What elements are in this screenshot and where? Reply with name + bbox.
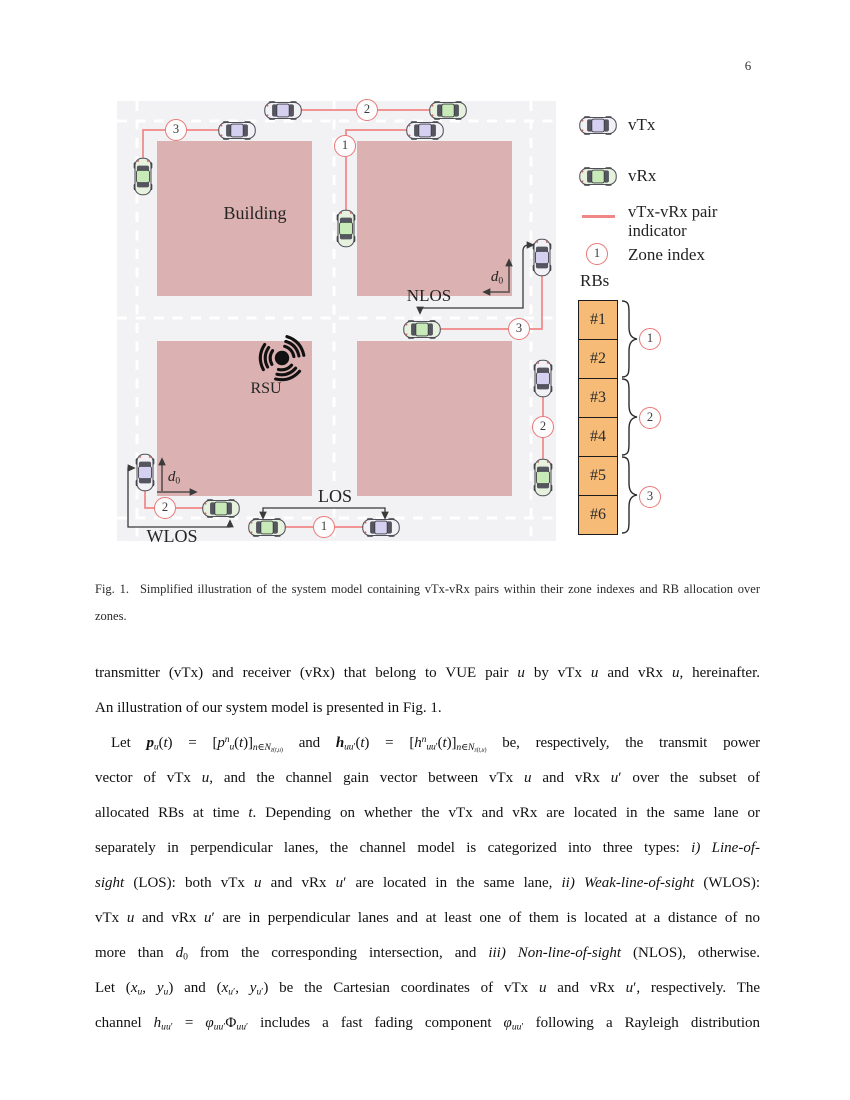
rb-box: #1 bbox=[578, 300, 618, 340]
body-line: Let ($x_u$, $y_u$) and ($x_{u'}$, $y_{u'}$) be the Cartesian coordinates of vTx u and vRx u′, respectively. The bbox=[95, 980, 760, 998]
wlos-label: WLOS bbox=[146, 526, 198, 546]
vtx-car bbox=[136, 454, 155, 492]
body-line: Let $p_u(t) = [p^n_u(t)]_{n\in N_{z(t,u)}}$ and $h_{uu'}(t) = [h^n_{uu'}(t)]_{n\in N_{z(t,u)}}$ be, respectively, the transmit power bbox=[111, 734, 760, 754]
body-line: vector of vTx u, and the channel gain vector between vTx u and vRx u′ over the subset of bbox=[95, 770, 760, 786]
rsu-label: RSU bbox=[250, 380, 282, 397]
legend-pair-line-icon bbox=[582, 215, 615, 218]
vrx-car bbox=[403, 320, 441, 339]
vtx-car bbox=[362, 518, 400, 537]
rb-group-zone-circle: 2 bbox=[639, 407, 661, 429]
body-line: allocated RBs at time t. Depending on whether the vTx and vRx are located in the same lane or bbox=[95, 805, 760, 821]
zone-index-circle: 1 bbox=[334, 135, 356, 157]
body-line: channel $h_{uu'} = \varphi_{uu'}\Phi_{uu'}$ includes a fast fading component $\varphi_{uu'}$ following a Rayleigh distribution bbox=[95, 1015, 760, 1033]
rb-box: #5 bbox=[578, 456, 618, 496]
body-line: separately in perpendicular lanes, the channel model is categorized into three types: i) Line-of- bbox=[95, 840, 760, 856]
rb-group-zone-circle: 1 bbox=[639, 328, 661, 350]
legend-vrx-car-icon bbox=[579, 167, 617, 186]
building-label: Building bbox=[223, 203, 287, 223]
vrx-car bbox=[337, 210, 356, 248]
legend-vrx-label: vRx bbox=[628, 166, 657, 185]
d0-label-topright: $d_0$ bbox=[490, 269, 504, 287]
vtx-car bbox=[534, 360, 553, 398]
zone-index-circle: 3 bbox=[165, 119, 187, 141]
rb-box: #2 bbox=[578, 339, 618, 379]
vrx-car bbox=[134, 158, 153, 196]
legend-pair-label-line2: indicator bbox=[628, 221, 687, 240]
vtx-car bbox=[264, 101, 302, 120]
nlos-label: NLOS bbox=[406, 286, 452, 305]
vtx-car bbox=[218, 121, 256, 140]
vtx-car bbox=[406, 121, 444, 140]
rb-box: #3 bbox=[578, 378, 618, 418]
zone-index-circle: 1 bbox=[313, 516, 335, 538]
figure-caption bbox=[95, 576, 760, 630]
body-line: sight (LOS): both vTx u and vRx u′ are located in the same lane, ii) Weak-line-of-sight (WLOS): bbox=[95, 875, 760, 891]
zone-index-circle: 3 bbox=[508, 318, 530, 340]
caption-line-1 bbox=[95, 576, 760, 603]
body-line: An illustration of our system model is presented in Fig. 1. bbox=[95, 700, 442, 716]
los-label: LOS bbox=[317, 486, 352, 506]
legend-vtx-label: vTx bbox=[628, 115, 656, 134]
vrx-car bbox=[429, 101, 467, 120]
caption-text: Simplified illustration of the system model containing vTx-vRx pairs within their zone indexes and RB allocation over bbox=[139, 582, 760, 596]
body-line: vTx u and vRx u′ are in perpendicular lanes and at least one of them is located at a distance of no bbox=[95, 910, 760, 926]
caption-tag: Fig. 1. bbox=[95, 582, 129, 596]
legend-zone-circle-icon: 1 bbox=[586, 243, 608, 265]
legend-vtx-car-icon bbox=[579, 116, 617, 135]
d0-label-bottomleft: $d_0$ bbox=[167, 469, 181, 487]
rbs-title: RBs bbox=[580, 271, 610, 290]
zone-index-circle: 2 bbox=[532, 416, 554, 438]
body-line: transmitter (vTx) and receiver (vRx) that belong to VUE pair u by vTx u and vRx u, hereinafter. bbox=[95, 665, 760, 681]
vrx-car bbox=[202, 499, 240, 518]
zone-index-circle: 2 bbox=[154, 497, 176, 519]
body-text bbox=[95, 656, 760, 1041]
page-number: 6 bbox=[744, 58, 752, 73]
vtx-car bbox=[533, 239, 552, 277]
body-line: more than $d_0$ from the corresponding intersection, and iii) Non-line-of-sight (NLOS), otherwise. bbox=[95, 945, 760, 963]
zone-index-circle: 2 bbox=[356, 99, 378, 121]
legend-zone-label: Zone index bbox=[628, 245, 705, 264]
legend-pair-label-line1: vTx-vRx pair bbox=[628, 202, 718, 221]
rb-box: #6 bbox=[578, 495, 618, 535]
rb-group-zone-circle: 3 bbox=[639, 486, 661, 508]
vrx-car bbox=[534, 459, 553, 497]
caption-line-2: zones. bbox=[95, 609, 127, 623]
vrx-car bbox=[248, 518, 286, 537]
rb-box: #4 bbox=[578, 417, 618, 457]
